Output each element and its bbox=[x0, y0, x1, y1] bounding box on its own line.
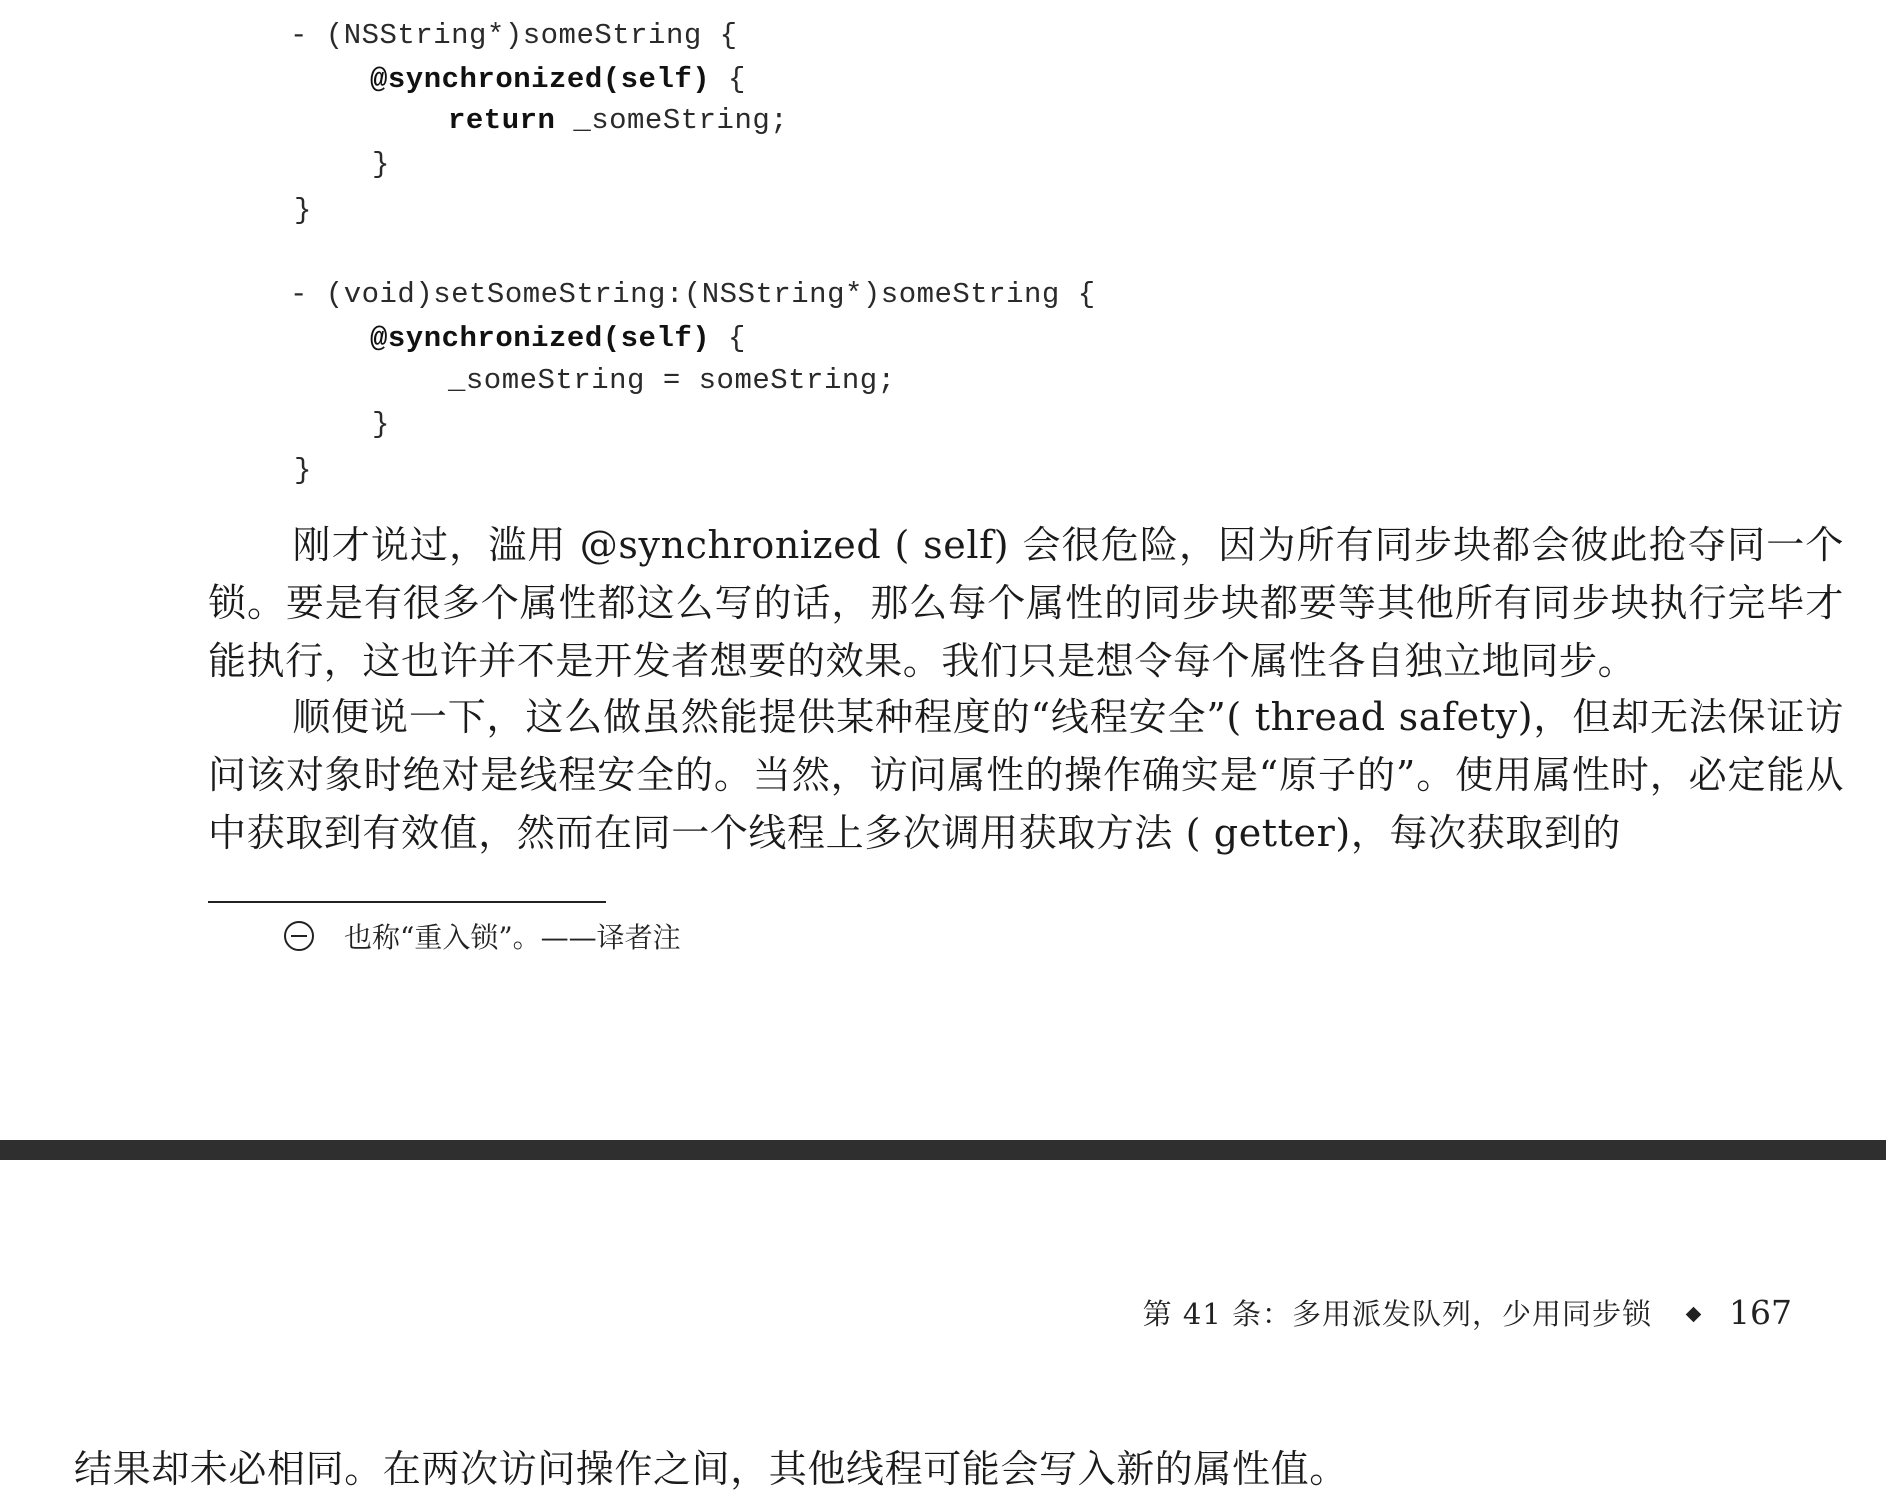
continued-paragraph: 结果却未必相同。在两次访问操作之间，其他线程可能会写入新的属性值。 bbox=[74, 1447, 1348, 1491]
code-line-4: } bbox=[372, 148, 390, 181]
paragraph-2: 顺便说一下，这么做虽然能提供某种程度的“线程安全”( thread safety)，但却无法保证访问该对象时绝对是线程安全的。当然，访问属性的操作确实是“原子的”。使用属性时，必定能从中获取到有效值，然而在同一个线程上多次调用获取方法 ( getter)，每次获取到的 bbox=[208, 695, 1844, 855]
footnote-rule bbox=[208, 901, 606, 903]
code-line-9: } bbox=[372, 408, 390, 441]
running-head-title: 第 41 条：多用派发队列，少用同步锁 bbox=[1142, 1297, 1652, 1331]
code-line-2: @synchronized(self) { bbox=[370, 63, 746, 96]
code-line-3: return _someString; bbox=[448, 104, 789, 137]
code-line-5: } bbox=[294, 194, 312, 227]
code-line-7: @synchronized(self) { bbox=[370, 322, 746, 355]
page-divider bbox=[0, 1140, 1886, 1160]
paragraph-1: 刚才说过，滥用 @synchronized ( self) 会很危险，因为所有同步块都会彼此抢夺同一个锁。要是有很多个属性都这么写的话，那么每个属性的同步块都要等其他所有同步块执行完毕才能执行，这也许并不是开发者想要的效果。我们只是想令每个属性各自独立地同步。 bbox=[208, 523, 1844, 683]
running-head bbox=[1143, 1293, 1792, 1334]
diamond-icon bbox=[1686, 1307, 1702, 1323]
footnote: 也称“重入锁”。——译者注 bbox=[284, 918, 681, 958]
code-line-6: - (void)setSomeString:(NSString*)someString { bbox=[290, 278, 1096, 311]
page-number: 167 bbox=[1729, 1293, 1792, 1332]
code-line-1: - (NSString*)someString { bbox=[290, 19, 738, 52]
code-line-8: _someString = someString; bbox=[448, 364, 896, 397]
footnote-marker-icon bbox=[284, 921, 314, 951]
code-line-10: } bbox=[294, 454, 312, 487]
